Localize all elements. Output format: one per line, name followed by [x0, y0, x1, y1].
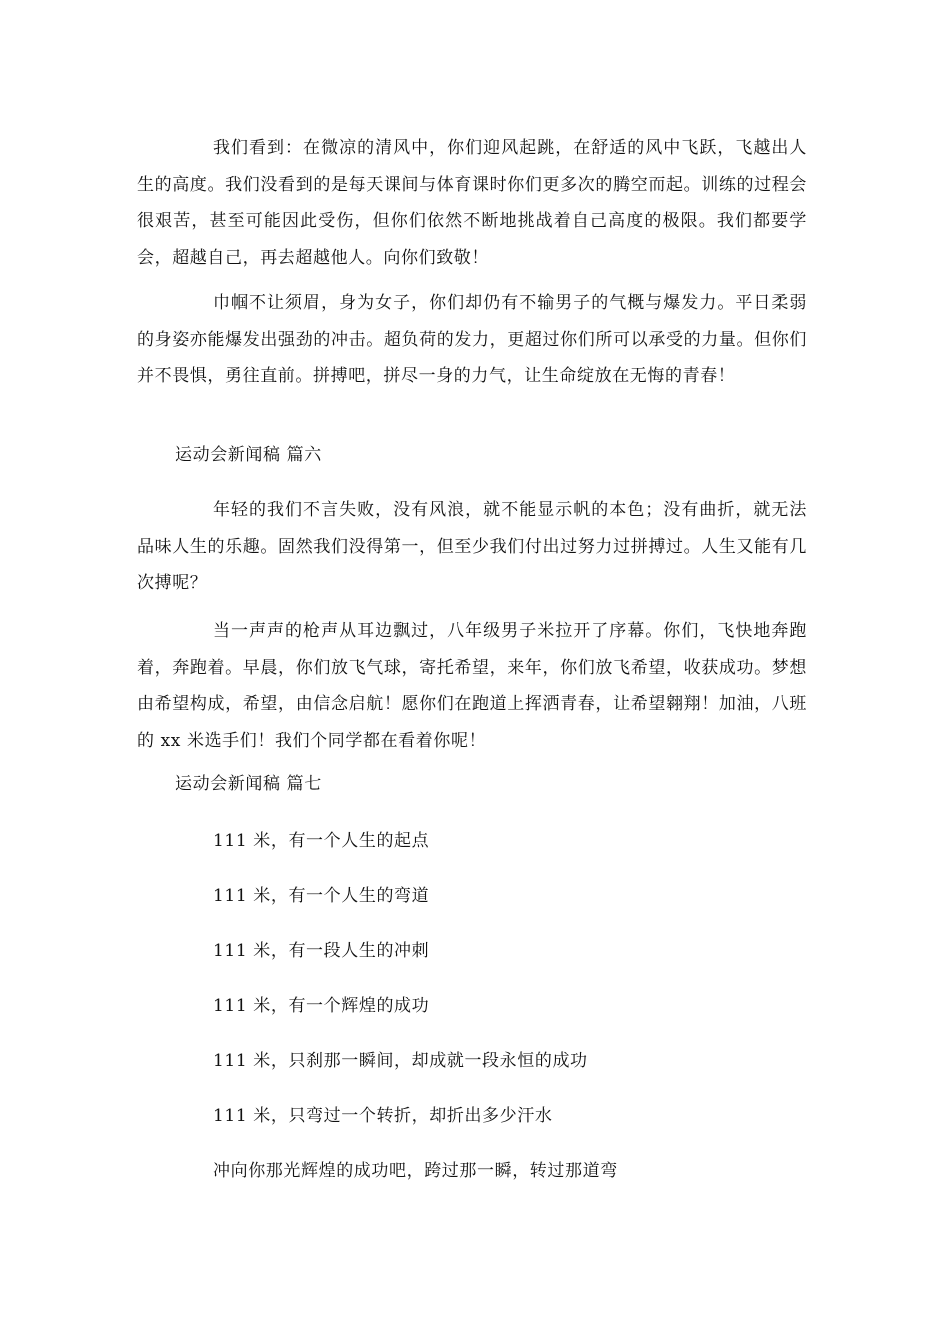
paragraph-women-athletes: 巾帼不让须眉，身为女子，你们却仍有不输男子的气概与爆发力。平日柔弱的身姿亦能爆发出强劲的冲击。超负荷的发力，更超过你们所可以承受的力量。但你们并不畏惧，勇往直前。拼搏吧，拼尽一身的力气，让生命绽放在无悔的青春！	[137, 293, 807, 386]
poem-line: 冲向你那光辉煌的成功吧，跨过那一瞬，转过那道弯	[213, 1161, 618, 1181]
section-heading-part-six: 运动会新闻稿 篇六	[175, 445, 322, 465]
paragraph-never-give-up: 年轻的我们不言失败，没有风浪，就不能显示帆的本色；没有曲折，就无法品味人生的乐趣。固然我们没得第一，但至少我们付出过努力过拼搏过。人生又能有几次搏呢？	[137, 500, 807, 593]
paragraph-relay-race: 当一声声的枪声从耳边飘过，八年级男子米拉开了序幕。你们，飞快地奔跑着，奔跑着。早晨，你们放飞气球，寄托希望，来年，你们放飞希望，收获成功。梦想由希望构成，希望，由信念启航！愿你们在跑道上挥洒青春，让希望翱翔！加油，八班的 xx 米选手们！我们个同学都在看着你呢！	[137, 621, 807, 751]
poem-line: 111 米，只弯过一个转折，却折出多少汗水	[213, 1106, 553, 1126]
poem-line: 111 米，有一个人生的弯道	[213, 886, 430, 906]
poem-line: 111 米，只刹那一瞬间，却成就一段永恒的成功	[213, 1051, 588, 1071]
poem-line: 111 米，有一段人生的冲刺	[213, 941, 430, 961]
poem-line: 111 米，有一个人生的起点	[213, 831, 430, 851]
poem-line: 111 米，有一个辉煌的成功	[213, 996, 430, 1016]
paragraph-high-jump: 我们看到：在微凉的清风中，你们迎风起跳，在舒适的风中飞跃，飞越出人生的高度。我们没看到的是每天课间与体育课时你们更多次的腾空而起。训练的过程会很艰苦，甚至可能因此受伤，但你们依然不断地挑战着自己高度的极限。我们都要学会，超越自己，再去超越他人。向你们致敬！	[137, 138, 807, 268]
section-heading-part-seven: 运动会新闻稿 篇七	[175, 774, 322, 794]
